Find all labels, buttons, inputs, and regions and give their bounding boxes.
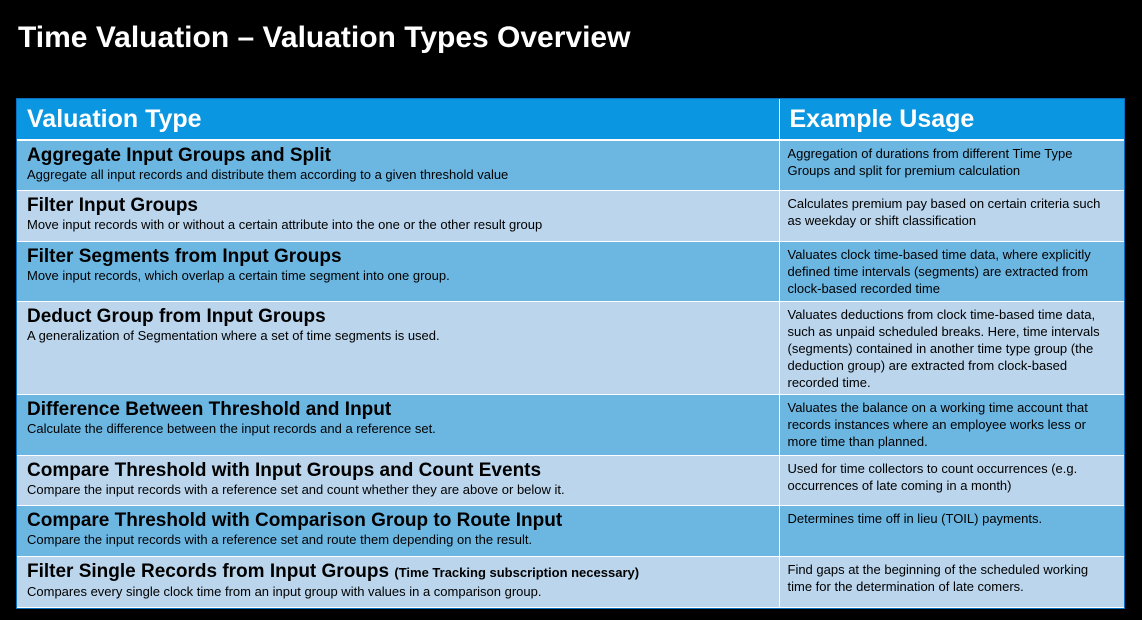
valuation-type-description: Calculate the difference between the input records and a reference set.	[27, 420, 436, 436]
valuation-type-description: Compare the input records with a reference set and route them depending on the result.	[27, 531, 533, 547]
valuation-type-description: Move input records, which overlap a certain time segment into one group.	[27, 267, 450, 283]
valuation-type-name: Filter Input Groups	[27, 194, 198, 216]
valuation-type-cell	[17, 394, 779, 455]
table-row	[17, 394, 1124, 455]
valuation-type-name: Filter Segments from Input Groups	[27, 245, 342, 267]
example-usage-text: Used for time collectors to count occurrences (e.g. occurrences of late coming in a month)	[787, 460, 1078, 493]
example-usage-cell	[779, 505, 1124, 556]
example-usage-text: Valuates clock time-based time data, where explicitly defined time intervals (segments) are extracted from clock-based recorded time	[787, 246, 1091, 296]
example-usage-text: Determines time off in lieu (TOIL) payments.	[787, 510, 1043, 526]
valuation-type-cell	[17, 140, 779, 190]
valuation-type-description: Compares every single clock time from an input group with values in a comparison group.	[27, 583, 542, 599]
example-usage-text: Find gaps at the beginning of the scheduled working time for the determination of late comers.	[787, 561, 1089, 594]
valuation-type-cell	[17, 505, 779, 556]
column-header-example-usage: Example Usage	[779, 99, 1124, 140]
example-usage-cell	[779, 140, 1124, 190]
valuation-type-name: Filter Single Records from Input Groups (Time Tracking subscription necessary)	[27, 560, 640, 582]
slide-title: Time Valuation – Valuation Types Overview	[18, 21, 631, 54]
valuation-type-cell	[17, 190, 779, 241]
valuation-type-cell	[17, 301, 779, 394]
valuation-type-description: A generalization of Segmentation where a set of time segments is used.	[27, 327, 440, 343]
valuation-types-table	[16, 98, 1125, 609]
example-usage-cell	[779, 190, 1124, 241]
table-row	[17, 301, 1124, 394]
example-usage-text: Aggregation of durations from different Time Type Groups and split for premium calculation	[787, 146, 1073, 178]
table-row	[17, 455, 1124, 505]
valuation-type-name: Difference Between Threshold and Input	[27, 398, 392, 420]
valuation-type-description: Aggregate all input records and distribute them according to a given threshold value	[27, 167, 509, 182]
valuation-type-name: Compare Threshold with Input Groups and Count Events	[27, 459, 542, 481]
valuation-type-name: Compare Threshold with Comparison Group to Route Input	[27, 509, 563, 531]
valuation-type-cell	[17, 241, 779, 301]
valuation-type-cell	[17, 455, 779, 505]
valuation-type-cell	[17, 556, 779, 607]
example-usage-cell	[779, 241, 1124, 301]
column-header-valuation-type: Valuation Type	[17, 99, 779, 140]
example-usage-cell	[779, 301, 1124, 394]
table-row	[17, 190, 1124, 241]
valuation-type-name: Aggregate Input Groups and Split	[27, 145, 331, 166]
table-row	[17, 556, 1124, 607]
table-row	[17, 241, 1124, 301]
example-usage-text: Valuates the balance on a working time account that records instances where an employee works less or more time than planned.	[787, 399, 1088, 449]
subscription-note: (Time Tracking subscription necessary)	[394, 564, 640, 580]
valuation-type-description: Move input records with or without a certain attribute into the one or the other result group	[27, 216, 543, 232]
example-usage-text: Calculates premium pay based on certain criteria such as weekday or shift classification	[787, 195, 1101, 228]
example-usage-cell	[779, 556, 1124, 607]
table-header-row	[17, 99, 1124, 140]
valuation-type-description: Compare the input records with a reference set and count whether they are above or below it.	[27, 481, 565, 497]
example-usage-cell	[779, 394, 1124, 455]
example-usage-cell	[779, 455, 1124, 505]
example-usage-text: Valuates deductions from clock time-based time data, such as unpaid scheduled breaks. Here, time intervals (segments) contained in another time type group (the deduction group) are extracted from clock-based recorded time.	[787, 306, 1100, 390]
valuation-type-name: Deduct Group from Input Groups	[27, 305, 326, 327]
table-row	[17, 140, 1124, 190]
table-row	[17, 505, 1124, 556]
